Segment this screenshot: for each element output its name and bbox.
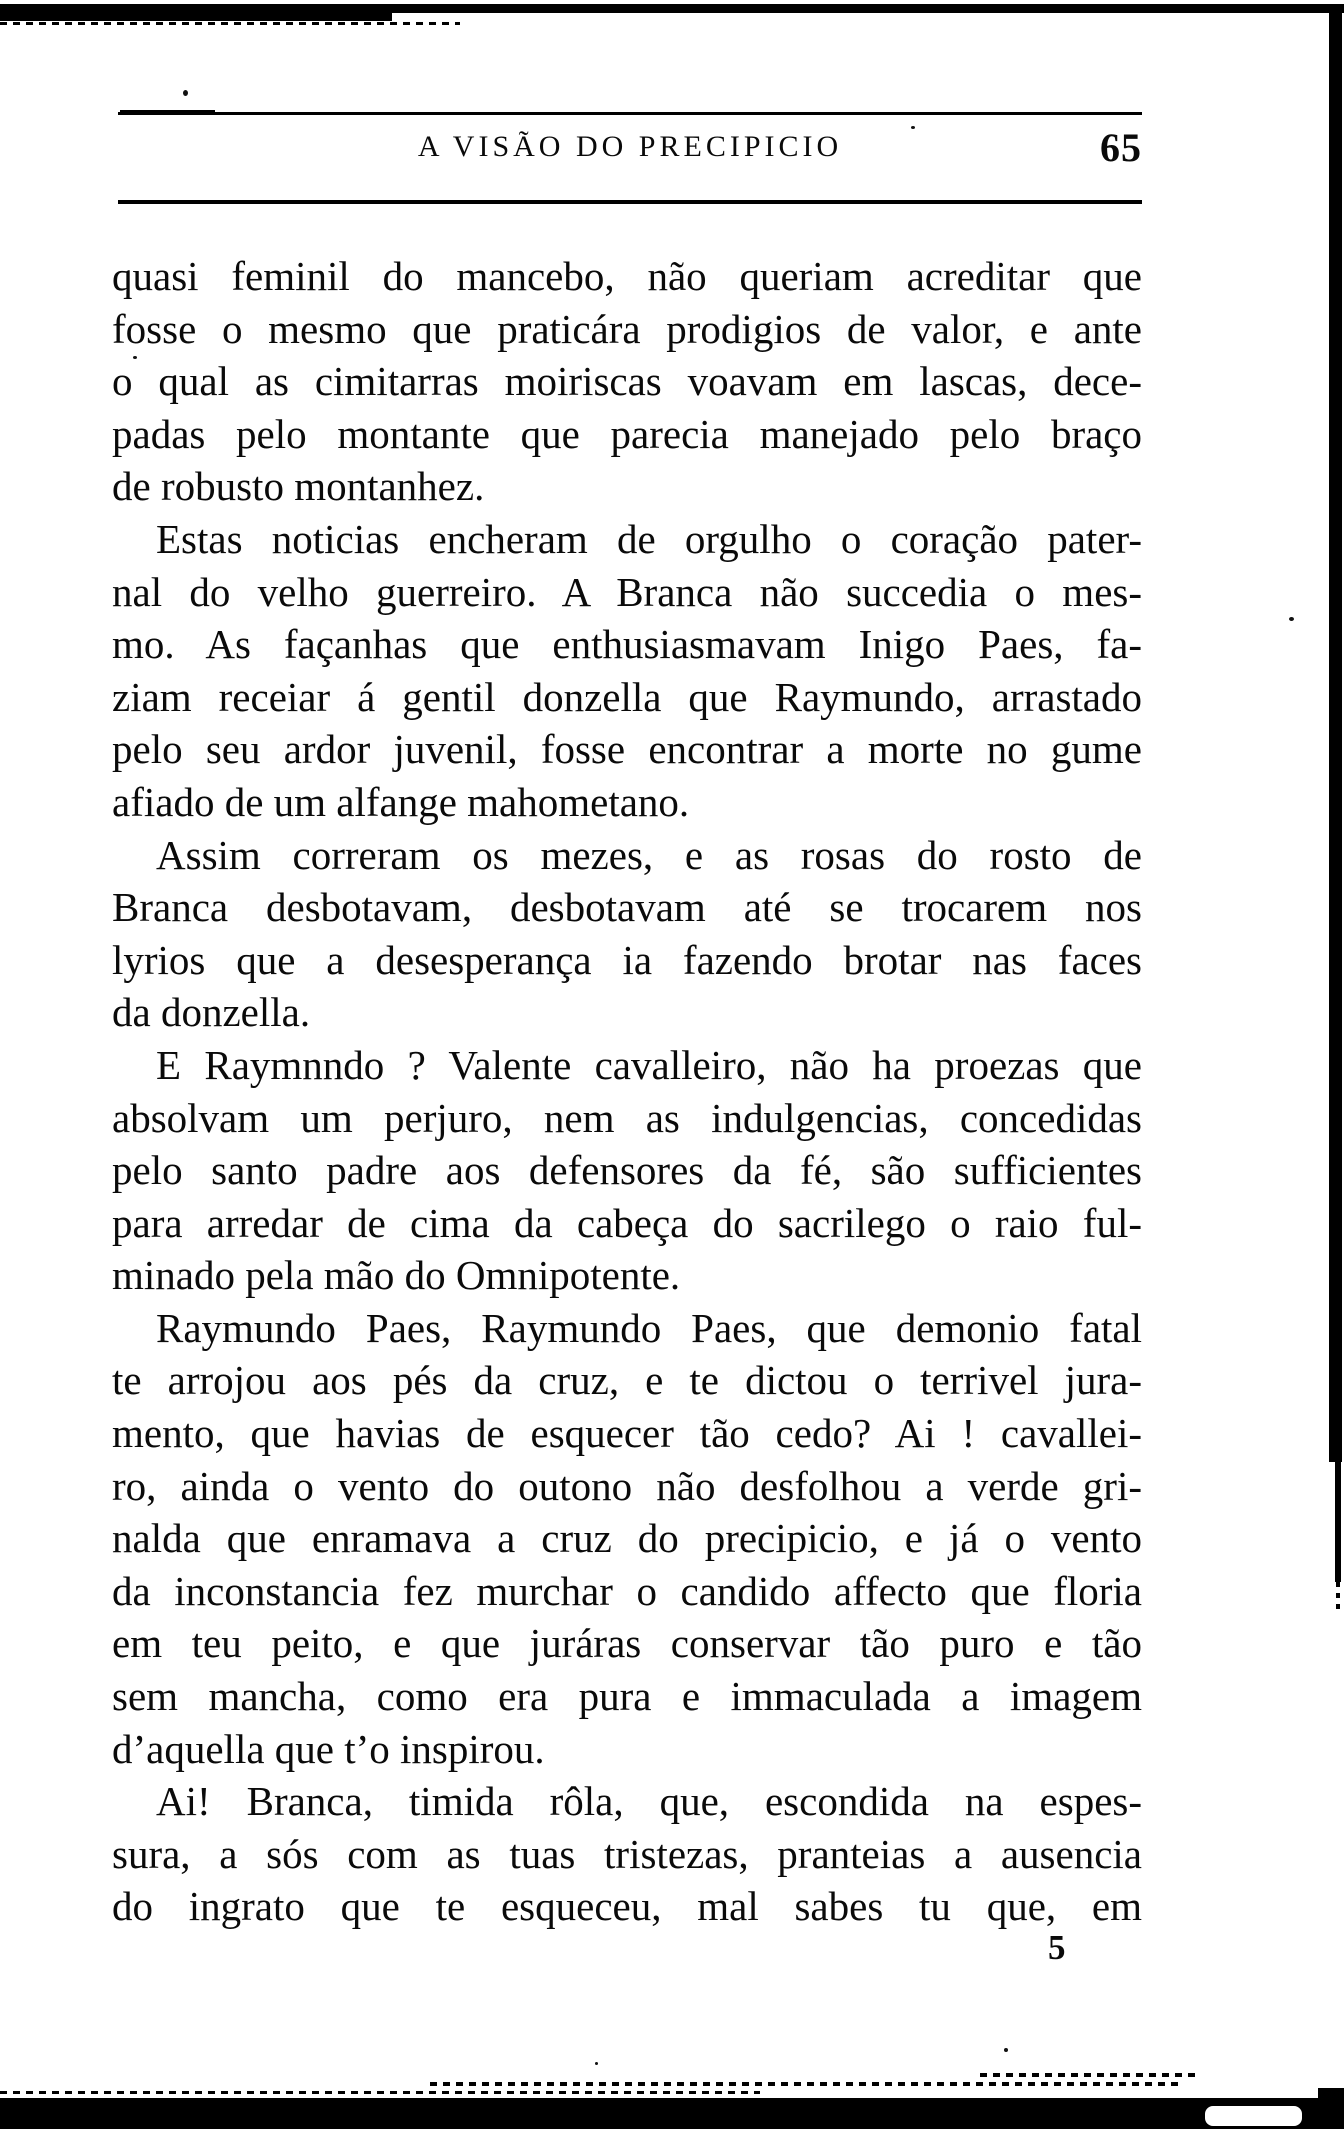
text-line: do ingrato que te esqueceu, mal sabes tu que, em <box>112 1883 1142 1930</box>
text-line: para arredar de cima da cabeça do sacrilego o raio ful- <box>112 1199 1142 1246</box>
scan-artifact-right-bar <box>1329 6 1342 1462</box>
scan-artifact-top-bar-left <box>0 11 392 21</box>
text-line: em teu peito, e que juráras conservar tão puro e tão <box>112 1620 1142 1667</box>
text-line: Estas noticias encheram de orgulho o coração pater- <box>156 515 1142 562</box>
header-rule-top <box>118 112 1142 115</box>
text-line: mo. As façanhas que enthusiasmavam Inigo Paes, fa- <box>112 621 1142 668</box>
page-number: 65 <box>1100 125 1142 170</box>
text-line: nal do velho guerreiro. A Branca não succedia o mes- <box>112 568 1142 615</box>
text-line: pelo santo padre aos defensores da fé, são sufficientes <box>112 1147 1142 1194</box>
text-line: te arrojou aos pés da cruz, e te dictou o terrivel jura- <box>112 1357 1142 1404</box>
text-line: quasi feminil do mancebo, não queriam acreditar que <box>112 253 1142 299</box>
scan-artifact-bottom-speckle-2 <box>0 2091 760 2094</box>
text-line: Raymundo Paes, Raymundo Paes, que demonio fatal <box>156 1304 1142 1351</box>
scan-artifact-bottom-bar <box>0 2098 1344 2129</box>
text-line: de robusto montanhez. <box>112 463 485 510</box>
scan-speckle <box>595 2062 598 2065</box>
text-line: lyrios que a desesperança ia fazendo brotar nas faces <box>112 936 1142 983</box>
signature-mark: 5 <box>1048 1928 1066 1967</box>
scan-artifact-bottom-speckle-3 <box>980 2073 1200 2077</box>
scan-artifact-bottom-notch <box>1205 2106 1302 2126</box>
text-line: da donzella. <box>112 989 311 1036</box>
running-header-title: A VISÃO DO PRECIPICIO <box>417 130 843 163</box>
scan-speckle <box>183 90 188 96</box>
text-line: sem mancha, como era pura e immaculada a imagem <box>112 1673 1142 1720</box>
text-line: Assim correram os mezes, e as rosas do rosto de <box>156 831 1142 878</box>
text-line: absolvam um perjuro, nem as indulgencias, concedidas <box>112 1094 1142 1141</box>
scan-speckle <box>1004 2048 1008 2052</box>
text-line: pelo seu ardor juvenil, fosse encontrar a morte no gume <box>112 726 1142 773</box>
header-rule-bottom <box>118 200 1142 204</box>
text-line: ziam receiar á gentil donzella que Raymundo, arrastado <box>112 673 1142 720</box>
scan-artifact-top-speckle <box>0 22 460 25</box>
text-line: Branca desbotavam, desbotavam até se trocarem nos <box>112 884 1142 931</box>
text-line: o qual as cimitarras moiriscas voavam em lascas, dece- <box>112 358 1142 405</box>
text-line: da inconstancia fez murchar o candido affecto que floria <box>112 1567 1142 1614</box>
scan-artifact-right-dots <box>1336 1582 1340 1612</box>
text-line: afiado de um alfange mahometano. <box>112 778 690 825</box>
text-line: padas pelo montante que parecia manejado pelo braço <box>112 410 1142 457</box>
scan-artifact-bottom-speckle-1 <box>430 2082 1180 2086</box>
scan-artifact-right-bar-thin <box>1335 1462 1341 1582</box>
text-line: E Raymnndo ? Valente cavalleiro, não ha proezas que <box>156 1041 1142 1088</box>
text-line: ro, ainda o vento do outono não desfolhou a verde gri- <box>112 1462 1142 1509</box>
scan-speckle <box>1289 617 1294 621</box>
text-block <box>112 250 1142 1933</box>
text-line: mento, que havias de esquecer tão cedo? Ai ! cavallei- <box>112 1410 1142 1457</box>
text-line: nalda que enramava a cruz do precipicio, e já o vento <box>112 1515 1142 1562</box>
text-line: minado pela mão do Omnipotente. <box>112 1252 681 1299</box>
text-line: d’aquella que t’o inspirou. <box>112 1725 545 1772</box>
text-line: fosse o mesmo que praticára prodigios de valor, e ante <box>112 305 1142 352</box>
text-line: sura, a sós com as tuas tristezas, pranteias a ausencia <box>112 1830 1142 1877</box>
scan-speckle <box>911 126 915 129</box>
text-line: Ai! Branca, timida rôla, que, escondida na espes- <box>156 1778 1142 1825</box>
